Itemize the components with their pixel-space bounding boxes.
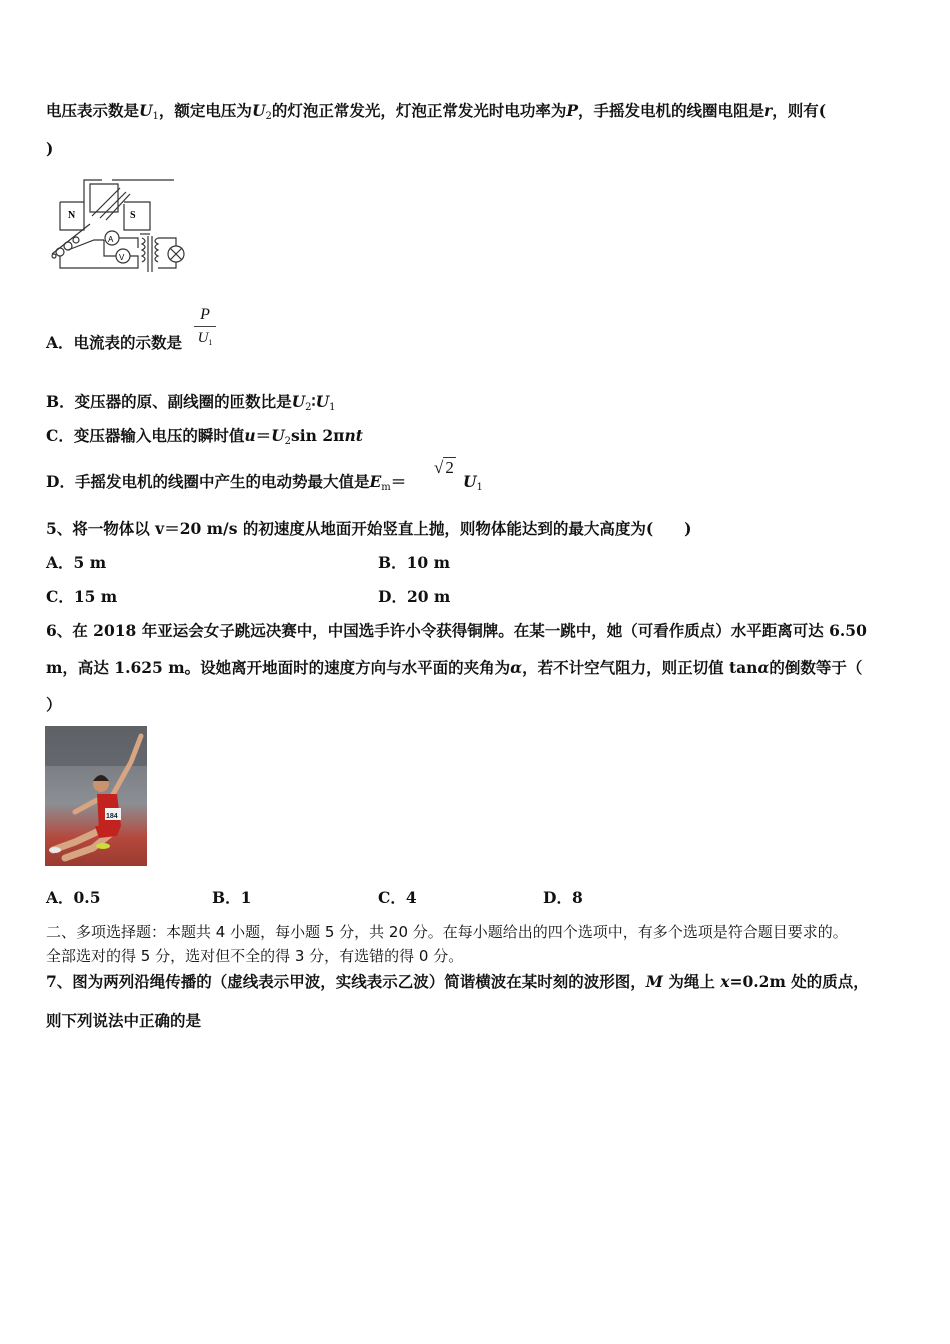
q6-option-a[interactable]: A．0.5: [46, 888, 101, 907]
q4-option-d-u1: $U_1$: [463, 472, 483, 493]
q6-stem-line2: m，高达 1.625 m。设她离开地面时的速度方向与水平面的夹角为α，若不计空气阻力，则正切值 tanα的倒数等于（: [46, 658, 863, 677]
q5-stem: 5、将一物体以 v＝20 m/s 的初速度从地面开始竖直上抛，则物体能达到的最大高度为( ): [46, 519, 692, 538]
magnet-n-label: N: [68, 210, 76, 221]
q4-option-c[interactable]: C．变压器输入电压的瞬时值$u=U_2\sin$ 2πnt: [46, 426, 363, 447]
q4-stem-line1: 电压表示数是$U_1$，额定电压为$U_2$的灯泡正常发光，灯泡正常发光时电功率为P，手摇发电机的线圈电阻是r，则有(: [46, 101, 827, 122]
q6-stem-line1: 6、在 2018 年亚运会女子跳远决赛中，中国选手许小令获得铜牌。在某一跳中，她（可看作质点）水平距离可达 6.50: [46, 621, 867, 640]
q4-option-d[interactable]: D．手摇发电机的线圈中产生的电动势最大值是$E_m=$: [46, 472, 407, 493]
q4-option-a-fraction: [192, 305, 218, 348]
fraction-denominator: $U_1$: [197, 330, 213, 347]
magnet-s-label: S: [130, 210, 136, 221]
long-jump-athlete-photo: [45, 726, 147, 866]
voltmeter-label: V: [119, 253, 125, 262]
q6-stem-line3: ）: [46, 695, 62, 714]
q7-stem-line1: 7、图为两列沿绳传播的（虚线表示甲波，实线表示乙波）简谐横波在某时刻的波形图，M 为绳上 x=0.2m 处的质点，: [46, 972, 869, 991]
section2-heading-line2: 全部选对的得 5 分，选对但不全的得 3 分，有选错的得 0 分。: [46, 947, 464, 965]
fraction-bar: [194, 326, 216, 327]
q4-option-b[interactable]: B．变压器的原、副线圈的匝数比是$U_2∶U_1$: [46, 392, 336, 413]
fraction-numerator: P: [200, 306, 210, 323]
q4-stem-line2: ): [46, 139, 54, 158]
bib-number: 184: [106, 813, 118, 820]
section2-heading-line1: 二、多项选择题：本题共 4 小题，每小题 5 分，共 20 分。在每小题给出的四个选项中，有多个选项是符合题目要求的。: [46, 923, 848, 941]
ammeter-label: A: [108, 235, 114, 244]
q6-option-b[interactable]: B．1: [212, 888, 252, 907]
q5-option-d[interactable]: D．20 m: [378, 587, 451, 606]
q4-option-a[interactable]: A．电流表的示数是: [46, 333, 183, 352]
q6-option-d[interactable]: D．8: [543, 888, 583, 907]
q5-option-b[interactable]: B．10 m: [378, 553, 450, 572]
generator-circuit-diagram: [46, 172, 192, 278]
q7-stem-line2: 则下列说法中正确的是: [46, 1011, 202, 1030]
q5-option-a[interactable]: A．5 m: [46, 553, 107, 572]
sqrt-symbol: √ 2: [434, 458, 454, 477]
q6-option-c[interactable]: C．4: [378, 888, 417, 907]
q5-option-c[interactable]: C．15 m: [46, 587, 118, 606]
